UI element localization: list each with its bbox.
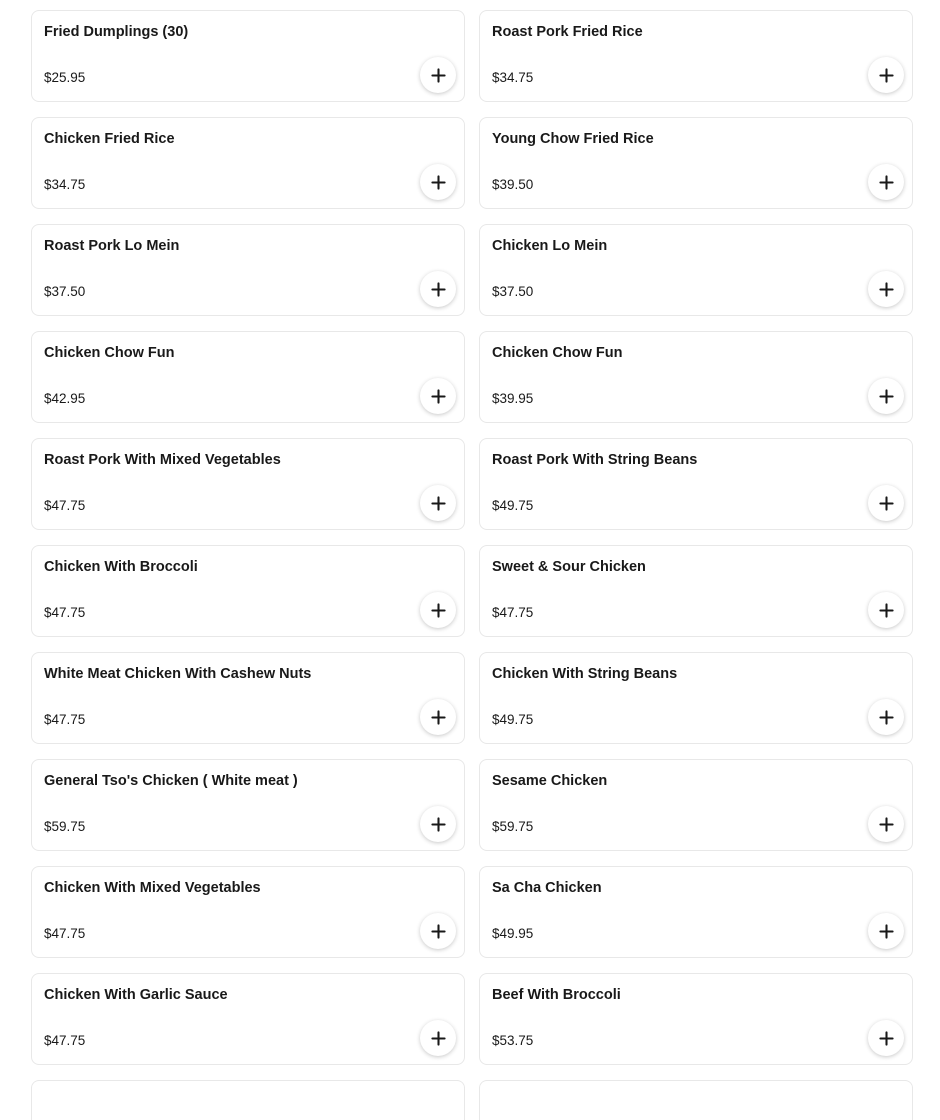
plus-icon xyxy=(431,282,446,297)
menu-item-name: Chicken With String Beans xyxy=(492,666,678,682)
menu-item-name: Chicken Chow Fun xyxy=(492,345,623,361)
menu-item-name: Roast Pork Lo Mein xyxy=(44,238,180,254)
menu-item-price: $49.95 xyxy=(492,926,534,941)
menu-item-card[interactable] xyxy=(31,224,465,316)
menu-item-price: $37.50 xyxy=(44,284,86,299)
menu-item-name: Roast Pork Fried Rice xyxy=(492,24,643,40)
menu-item-price: $59.75 xyxy=(44,819,86,834)
menu-item-card[interactable] xyxy=(31,10,465,102)
menu-item-name: Young Chow Fried Rice xyxy=(492,131,654,147)
menu-item-price: $42.95 xyxy=(44,391,86,406)
menu-item-card-partial[interactable] xyxy=(31,1080,465,1120)
add-to-cart-button[interactable] xyxy=(868,485,904,521)
menu-item-price: $49.75 xyxy=(492,712,534,727)
menu-item-card[interactable] xyxy=(479,652,913,744)
menu-items-grid xyxy=(31,10,913,1120)
plus-icon xyxy=(879,603,894,618)
menu-item-name: General Tso's Chicken ( White meat ) xyxy=(44,773,298,789)
menu-item-name: Chicken Chow Fun xyxy=(44,345,175,361)
menu-item-card[interactable] xyxy=(31,973,465,1065)
menu-item-name: Chicken Fried Rice xyxy=(44,131,175,147)
menu-item-name: Fried Dumplings (30) xyxy=(44,24,189,40)
plus-icon xyxy=(431,175,446,190)
menu-item-card[interactable] xyxy=(479,438,913,530)
plus-icon xyxy=(431,603,446,618)
add-to-cart-button[interactable] xyxy=(420,485,456,521)
add-to-cart-button[interactable] xyxy=(868,592,904,628)
add-to-cart-button[interactable] xyxy=(420,1020,456,1056)
add-to-cart-button[interactable] xyxy=(868,57,904,93)
add-to-cart-button[interactable] xyxy=(868,699,904,735)
menu-item-card[interactable] xyxy=(479,117,913,209)
menu-item-price: $37.50 xyxy=(492,284,534,299)
menu-item-name: Roast Pork With String Beans xyxy=(492,452,698,468)
menu-item-card[interactable] xyxy=(479,10,913,102)
plus-icon xyxy=(879,68,894,83)
menu-item-name: Sweet & Sour Chicken xyxy=(492,559,646,575)
menu-item-name: Sesame Chicken xyxy=(492,773,608,789)
menu-item-card[interactable] xyxy=(31,652,465,744)
plus-icon xyxy=(879,817,894,832)
menu-item-name: White Meat Chicken With Cashew Nuts xyxy=(44,666,312,682)
menu-item-price: $47.75 xyxy=(44,712,86,727)
plus-icon xyxy=(431,68,446,83)
menu-item-price: $47.75 xyxy=(44,1033,86,1048)
add-to-cart-button[interactable] xyxy=(868,806,904,842)
menu-item-card[interactable] xyxy=(31,866,465,958)
menu-item-price: $34.75 xyxy=(44,177,86,192)
plus-icon xyxy=(431,710,446,725)
add-to-cart-button[interactable] xyxy=(868,1020,904,1056)
plus-icon xyxy=(879,710,894,725)
plus-icon xyxy=(879,924,894,939)
menu-item-card-partial[interactable] xyxy=(479,1080,913,1120)
menu-item-price: $34.75 xyxy=(492,70,534,85)
plus-icon xyxy=(879,1031,894,1046)
add-to-cart-button[interactable] xyxy=(420,592,456,628)
add-to-cart-button[interactable] xyxy=(420,913,456,949)
plus-icon xyxy=(431,924,446,939)
menu-item-card[interactable] xyxy=(31,331,465,423)
menu-item-price: $49.75 xyxy=(492,498,534,513)
plus-icon xyxy=(431,496,446,511)
menu-item-card[interactable] xyxy=(31,759,465,851)
menu-item-card[interactable] xyxy=(31,438,465,530)
add-to-cart-button[interactable] xyxy=(868,378,904,414)
plus-icon xyxy=(431,1031,446,1046)
plus-icon xyxy=(879,389,894,404)
menu-item-card[interactable] xyxy=(479,224,913,316)
plus-icon xyxy=(879,175,894,190)
plus-icon xyxy=(879,496,894,511)
menu-item-card[interactable] xyxy=(479,545,913,637)
plus-icon xyxy=(431,817,446,832)
add-to-cart-button[interactable] xyxy=(420,806,456,842)
menu-item-card[interactable] xyxy=(31,117,465,209)
add-to-cart-button[interactable] xyxy=(868,913,904,949)
menu-item-price: $39.95 xyxy=(492,391,534,406)
menu-item-card[interactable] xyxy=(479,331,913,423)
menu-item-name: Sa Cha Chicken xyxy=(492,880,602,896)
menu-item-name: Chicken With Garlic Sauce xyxy=(44,987,228,1003)
add-to-cart-button[interactable] xyxy=(420,271,456,307)
menu-item-card[interactable] xyxy=(479,866,913,958)
menu-item-price: $47.75 xyxy=(44,926,86,941)
menu-item-name: Chicken With Broccoli xyxy=(44,559,198,575)
menu-item-price: $25.95 xyxy=(44,70,86,85)
add-to-cart-button[interactable] xyxy=(868,271,904,307)
menu-item-name: Chicken Lo Mein xyxy=(492,238,608,254)
add-to-cart-button[interactable] xyxy=(868,164,904,200)
menu-item-price: $47.75 xyxy=(44,498,86,513)
menu-item-name: Roast Pork With Mixed Vegetables xyxy=(44,452,281,468)
menu-item-card[interactable] xyxy=(479,759,913,851)
menu-item-card[interactable] xyxy=(479,973,913,1065)
menu-item-price: $59.75 xyxy=(492,819,534,834)
add-to-cart-button[interactable] xyxy=(420,378,456,414)
menu-item-name: Chicken With Mixed Vegetables xyxy=(44,880,261,896)
menu-item-price: $47.75 xyxy=(44,605,86,620)
add-to-cart-button[interactable] xyxy=(420,699,456,735)
menu-item-price: $47.75 xyxy=(492,605,534,620)
plus-icon xyxy=(431,389,446,404)
menu-item-price: $53.75 xyxy=(492,1033,534,1048)
plus-icon xyxy=(879,282,894,297)
menu-item-name: Beef With Broccoli xyxy=(492,987,621,1003)
add-to-cart-button[interactable] xyxy=(420,164,456,200)
menu-item-card[interactable] xyxy=(31,545,465,637)
add-to-cart-button[interactable] xyxy=(420,57,456,93)
menu-item-price: $39.50 xyxy=(492,177,534,192)
